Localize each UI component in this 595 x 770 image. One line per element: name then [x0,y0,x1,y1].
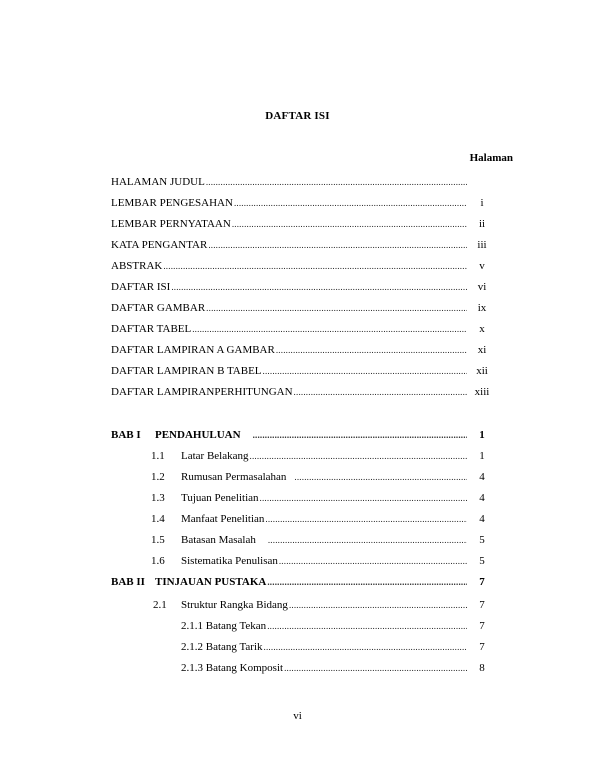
toc-entry-page: 4 [479,513,485,525]
toc-section[interactable] [153,598,497,612]
toc-section[interactable] [151,491,497,505]
toc-entry[interactable] [111,175,497,189]
leader-dots [294,385,467,399]
toc-chapter-2[interactable] [111,575,497,589]
toc-entry-page: ii [478,218,486,230]
subsection-title: 2.1.3 Batang Komposit [181,662,284,674]
chapter-number: BAB I [111,429,141,441]
toc-entry-label: DAFTAR GAMBAR [111,302,206,314]
section-number: 1.3 [151,492,165,504]
section-title: Struktur Rangka Bidang [181,599,288,611]
leader-dots [263,364,467,378]
leader-dots [267,619,467,633]
toc-entry-label: DAFTAR ISI [111,281,171,293]
toc-entry-page: 7 [479,576,485,588]
leader-dots [171,280,467,294]
toc-entry-page: 4 [479,492,485,504]
toc-entry-page: 7 [479,641,485,653]
section-title: Manfaat Penelitian [181,513,265,525]
toc-entry[interactable] [111,343,497,357]
leader-dots [260,491,467,505]
toc-entry-label: HALAMAN JUDUL [111,176,205,188]
toc-entry-page: 5 [479,555,485,567]
toc-entry-page: xi [477,344,487,356]
section-title: Sistematika Penulisan [181,555,278,567]
chapter-number: BAB II [111,576,145,588]
toc-section[interactable] [151,449,497,463]
toc-entry-page: 8 [479,662,485,674]
section-title: Rumusan Permasalahan [181,471,287,483]
leader-dots [276,343,467,357]
leader-dots [294,470,467,484]
toc-entry-page: xiii [474,386,490,398]
leader-dots [234,196,467,210]
leader-dots [163,259,467,273]
subsection-title: 2.1.1 Batang Tekan [181,620,267,632]
toc-entry-page: iii [477,239,487,251]
toc-entry-page: 7 [479,599,485,611]
section-number: 1.1 [151,450,165,462]
toc-entry[interactable] [111,259,497,273]
leader-dots [253,428,467,442]
toc-entry-page: 1 [479,429,485,441]
toc-section[interactable] [151,512,497,526]
toc-entry-page: v [479,260,485,272]
section-number: 2.1 [153,599,167,611]
toc-entry-page: xii [476,365,488,377]
toc-entry[interactable] [111,196,497,210]
toc-chapter-1[interactable] [111,428,497,442]
section-number: 1.6 [151,555,165,567]
toc-subsection[interactable] [181,661,497,675]
toc-entry-page: vi [477,281,487,293]
toc-entry-label: DAFTAR TABEL [111,323,192,335]
section-title: Batasan Masalah [181,534,256,546]
page-number: vi [293,710,302,722]
toc-entry-label: DAFTAR LAMPIRANPERHITUNGAN [111,386,293,398]
section-number: 1.2 [151,471,165,483]
toc-entry-page: 4 [479,471,485,483]
toc-subsection[interactable] [181,619,497,633]
leader-dots [265,512,467,526]
page-title: DAFTAR ISI [265,110,330,122]
leader-dots [208,238,467,252]
leader-dots [206,175,467,189]
toc-subsection[interactable] [181,640,497,654]
chapter-title: TINJAUAN PUSTAKA [155,576,267,588]
toc-entry-page: 7 [479,620,485,632]
leader-dots [206,301,467,315]
toc-entry[interactable] [111,217,497,231]
toc-entry-page: ix [477,302,487,314]
leader-dots [279,554,467,568]
toc-entry-label: LEMBAR PERNYATAAN [111,218,231,230]
leader-dots [267,575,467,589]
subsection-title: 2.1.2 Batang Tarik [181,641,263,653]
leader-dots [284,661,467,675]
leader-dots [250,449,468,463]
toc-entry-page: 1 [479,450,485,462]
section-title: Latar Belakang [181,450,249,462]
leader-dots [232,217,467,231]
toc-entry-page: x [479,323,485,335]
toc-entry-label: DAFTAR LAMPIRAN B TABEL [111,365,262,377]
leader-dots [268,533,467,547]
page-column-header: Halaman [469,152,513,164]
toc-entry[interactable] [111,322,497,336]
toc-entry-page: 5 [479,534,485,546]
toc-entry[interactable] [111,238,497,252]
chapter-title: PENDAHULUAN [155,429,241,441]
section-title: Tujuan Penelitian [181,492,259,504]
leader-dots [192,322,467,336]
toc-entry-label: ABSTRAK [111,260,163,272]
toc-entry[interactable] [111,301,497,315]
toc-entry-label: LEMBAR PENGESAHAN [111,197,233,209]
section-number: 1.5 [151,534,165,546]
toc-entry-label: DAFTAR LAMPIRAN A GAMBAR [111,344,275,356]
toc-entry-label: KATA PENGANTAR [111,239,208,251]
toc-entry[interactable] [111,364,497,378]
section-number: 1.4 [151,513,165,525]
toc-entry-page: i [480,197,484,209]
leader-dots [289,598,467,612]
toc-entry[interactable] [111,280,497,294]
leader-dots [264,640,467,654]
toc-section[interactable] [151,554,497,568]
toc-section[interactable] [151,470,497,484]
toc-entry[interactable] [111,385,497,399]
toc-section[interactable] [151,533,497,547]
